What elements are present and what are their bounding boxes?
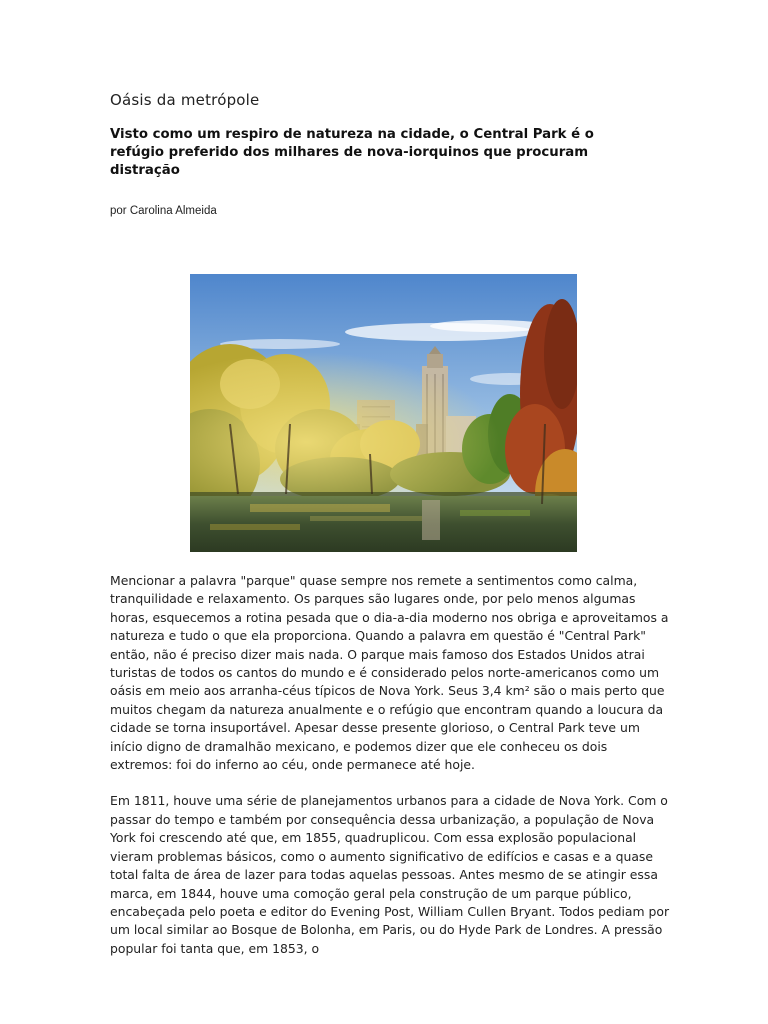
article-byline: por Carolina Almeida bbox=[110, 205, 217, 217]
article-body bbox=[110, 572, 670, 976]
article-lead: Visto como um respiro de natureza na cidade, o Central Park é o refúgio preferido dos milhares de nova-iorquinos que procuram distração bbox=[110, 127, 594, 178]
article-paragraph: Mencionar a palavra "parque" quase sempre nos remete a sentimentos como calma, tranquilidade e relaxamento. Os parques são lugares onde, por pelo menos algumas horas, esquecemos a rotina pesada que o dia-a-dia moderno nos obriga e aproveitamos a natureza e tudo o que ela proporciona. Quando a palavra em questão é "Central Park" então, não é preciso dizer mais nada. O parque mais famoso dos Estados Unidos atrai turistas de todos os cantos do mundo e é considerado pelos norte-americanos como um oásis em meio aos arranha-céus típicos de Nova York. Seus 3,4 km² são o mais perto que muitos chegam da natureza anualmente e o refúgio que encontram quando a loucura da cidade se torna insuportável. Apesar desse presente glorioso, o Central Park teve um início digno de dramalhão mexicano, e podemos dizer que ele conheceu os dois extremos: foi do inferno ao céu, onde permanece até hoje. bbox=[110, 573, 669, 773]
article-title: Oásis da metrópole bbox=[110, 91, 260, 109]
central-park-photo bbox=[190, 274, 577, 552]
article-paragraph: Em 1811, houve uma série de planejamentos urbanos para a cidade de Nova York. Com o passar do tempo e também por consequência dessa urbanização, a população de Nova York foi crescendo até que, em 1855, quadruplicou. Com essa explosão populacional vieram problemas básicos, como o aumento significativo de edifícios e casas e a quase total falta de área de lazer para todas aquelas pessoas. Antes mesmo de se atingir essa marca, em 1844, houve uma comoção geral pela construção de um parque público, encabeçada pelo poeta e editor do Evening Post, William Cullen Bryant. Todos pediam por um local similar ao Bosque de Bolonha, em Paris, ou do Hyde Park de Londres. A pressão popular foi tanta que, em 1853, o bbox=[110, 793, 670, 956]
